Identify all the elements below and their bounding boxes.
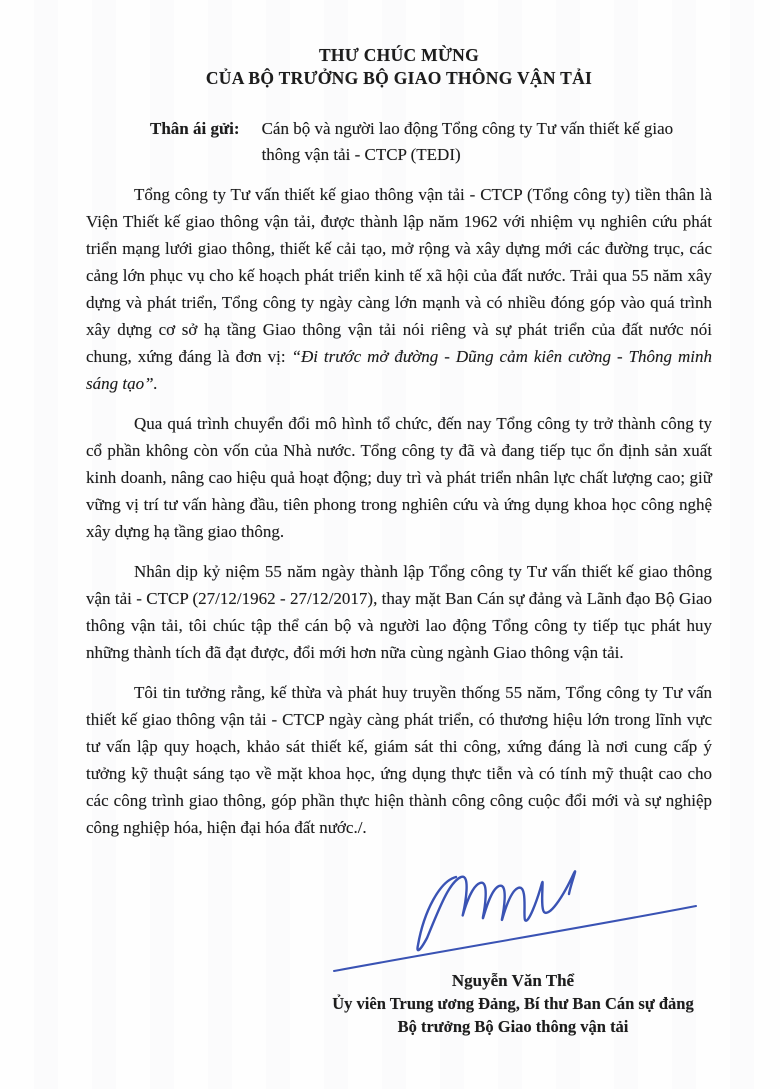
letter-title: THƯ CHÚC MỪNG bbox=[318, 45, 480, 65]
paragraph-1-quote: “Đi trước mở đường - Dũng cảm kiên cường - Thông minh sáng tạo”. bbox=[86, 347, 712, 393]
salutation-label: Thân ái gửi: bbox=[150, 119, 240, 138]
letter-body bbox=[86, 181, 712, 841]
letter-subtitle: CỦA BỘ TRƯỞNG BỘ GIAO THÔNG VẬN TẢI bbox=[205, 68, 593, 88]
salutation bbox=[150, 116, 712, 168]
signer-role-line2: Bộ trưởng Bộ Giao thông vận tải bbox=[397, 1017, 629, 1036]
signature-scrawl-stroke bbox=[417, 871, 575, 950]
paragraph-3: Nhân dịp kỷ niệm 55 năm ngày thành lập Tổng công ty Tư vấn thiết kế giao thông vận tải - CTCP (27/12/1962 - 27/12/2017), thay mặt Ban Cán sự đảng và Lãnh đạo Bộ Giao thông vận tải, tôi chúc tập thể cán bộ và người lao động Tổng công ty tiếp tục phát huy những thành tích đã đạt được, đổi mới hơn nữa cùng ngành Giao thông vận tải. bbox=[86, 562, 712, 662]
signature-ink-image bbox=[298, 849, 728, 975]
paragraph-2: Qua quá trình chuyển đổi mô hình tổ chức, đến nay Tổng công ty trở thành công ty cổ phần không còn vốn của Nhà nước. Tổng công ty đã và đang tiếp tục ổn định sản xuất kinh doanh, nâng cao hiệu quả hoạt động; duy trì và phát triển nhân lực chất lượng cao; giữ vững vị trí tư vấn hàng đầu, tiên phong trong nghiên cứu và ứng dụng khoa học công nghệ xây dựng hạ tầng giao thông. bbox=[86, 414, 712, 541]
letter-title-block bbox=[86, 44, 712, 90]
signature-block bbox=[298, 849, 728, 1038]
paragraph-4: Tôi tin tưởng rằng, kế thừa và phát huy truyền thống 55 năm, Tổng công ty Tư vấn thiết kế giao thông vận tải - CTCP ngày càng phát triển, có thương hiệu lớn trong lĩnh vực tư vấn lập quy hoạch, khảo sát thiết kế, giám sát thi công, xứng đáng là nơi cung cấp ý tưởng kỹ thuật sáng tạo về mặt khoa học, ứng dụng thực tiễn và có tính mỹ thuật cao cho các công trình giao thông, góp phần thực hiện thành công công cuộc đổi mới và sự nghiệp công nghiệp hóa, hiện đại hóa đất nước./. bbox=[86, 683, 712, 837]
paragraph-1 bbox=[86, 181, 712, 397]
signer-role-line1: Ủy viên Trung ương Đảng, Bí thư Ban Cán sự đảng bbox=[332, 994, 694, 1013]
signature-underline-stroke bbox=[334, 906, 696, 971]
salutation-recipient: Cán bộ và người lao động Tổng công ty Tư vấn thiết kế giao thông vận tải - CTCP (TEDI) bbox=[261, 119, 674, 164]
paragraph-1-text: Tổng công ty Tư vấn thiết kế giao thông vận tải - CTCP (Tổng công ty) tiền thân là Viện Thiết kế giao thông vận tải, được thành lập năm 1962 với nhiệm vụ nghiên cứu phát triển mạng lưới giao thông, thiết kế cải tạo, mở rộng và xây dựng mới các đường trục, các cảng lớn phục vụ cho kế hoạch phát triển kinh tế xã hội của đất nước. Trải qua 55 năm xây dựng và phát triển, Tổng công ty ngày càng lớn mạnh và có nhiều đóng góp vào quá trình xây dựng cơ sở hạ tầng Giao thông vận tải nói riêng và sự phát triển của đất nước nói chung, xứng đáng là đơn vị: bbox=[86, 185, 712, 366]
signer-name: Nguyễn Văn Thể bbox=[451, 971, 575, 990]
